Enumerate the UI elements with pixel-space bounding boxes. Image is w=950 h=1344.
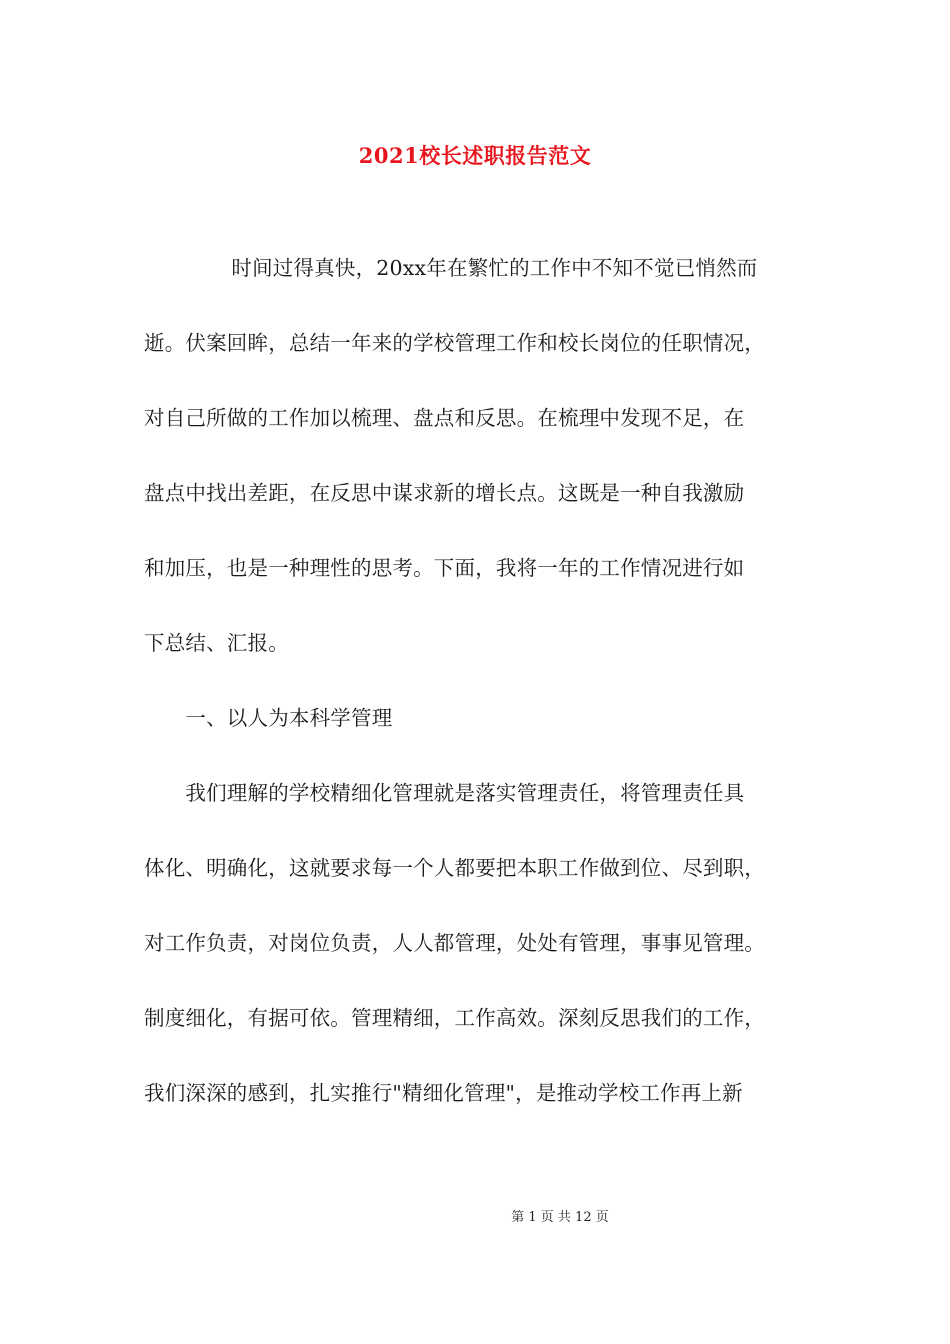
body-line-3: 对自己所做的工作加以梳理、盘点和反思。在梳理中发现不足，在 [144,406,745,430]
body-line-11: 制度细化，有据可依。管理精细，工作高效。深刻反思我们的工作， [144,1006,765,1030]
body-line-1: 时间过得真快，20xx年在繁忙的工作中不知不觉已悄然而 [190,256,758,280]
section-heading: 一、以人为本科学管理 [144,706,393,730]
document-title: 2021校长述职报告范文 [358,143,592,168]
body-line-5: 和加压，也是一种理性的思考。下面，我将一年的工作情况进行如 [144,556,745,580]
body-line-2: 逝。伏案回眸，总结一年来的学校管理工作和校长岗位的任职情况， [144,331,765,355]
page-footer: 第 1 页 共 12 页 [511,1210,609,1225]
body-line-8: 我们理解的学校精细化管理就是落实管理责任，将管理责任具 [144,781,745,805]
body-line-6: 下总结、汇报。 [144,631,289,655]
body-line-12: 我们深深的感到，扎实推行"精细化管理"，是推动学校工作再上新 [144,1081,743,1105]
body-line-4: 盘点中找出差距，在反思中谋求新的增长点。这既是一种自我激励 [144,481,745,505]
body-line-10: 对工作负责，对岗位负责，人人都管理，处处有管理，事事见管理。 [144,931,765,955]
body-line-9: 体化、明确化，这就要求每一个人都要把本职工作做到位、尽到职， [144,856,765,880]
